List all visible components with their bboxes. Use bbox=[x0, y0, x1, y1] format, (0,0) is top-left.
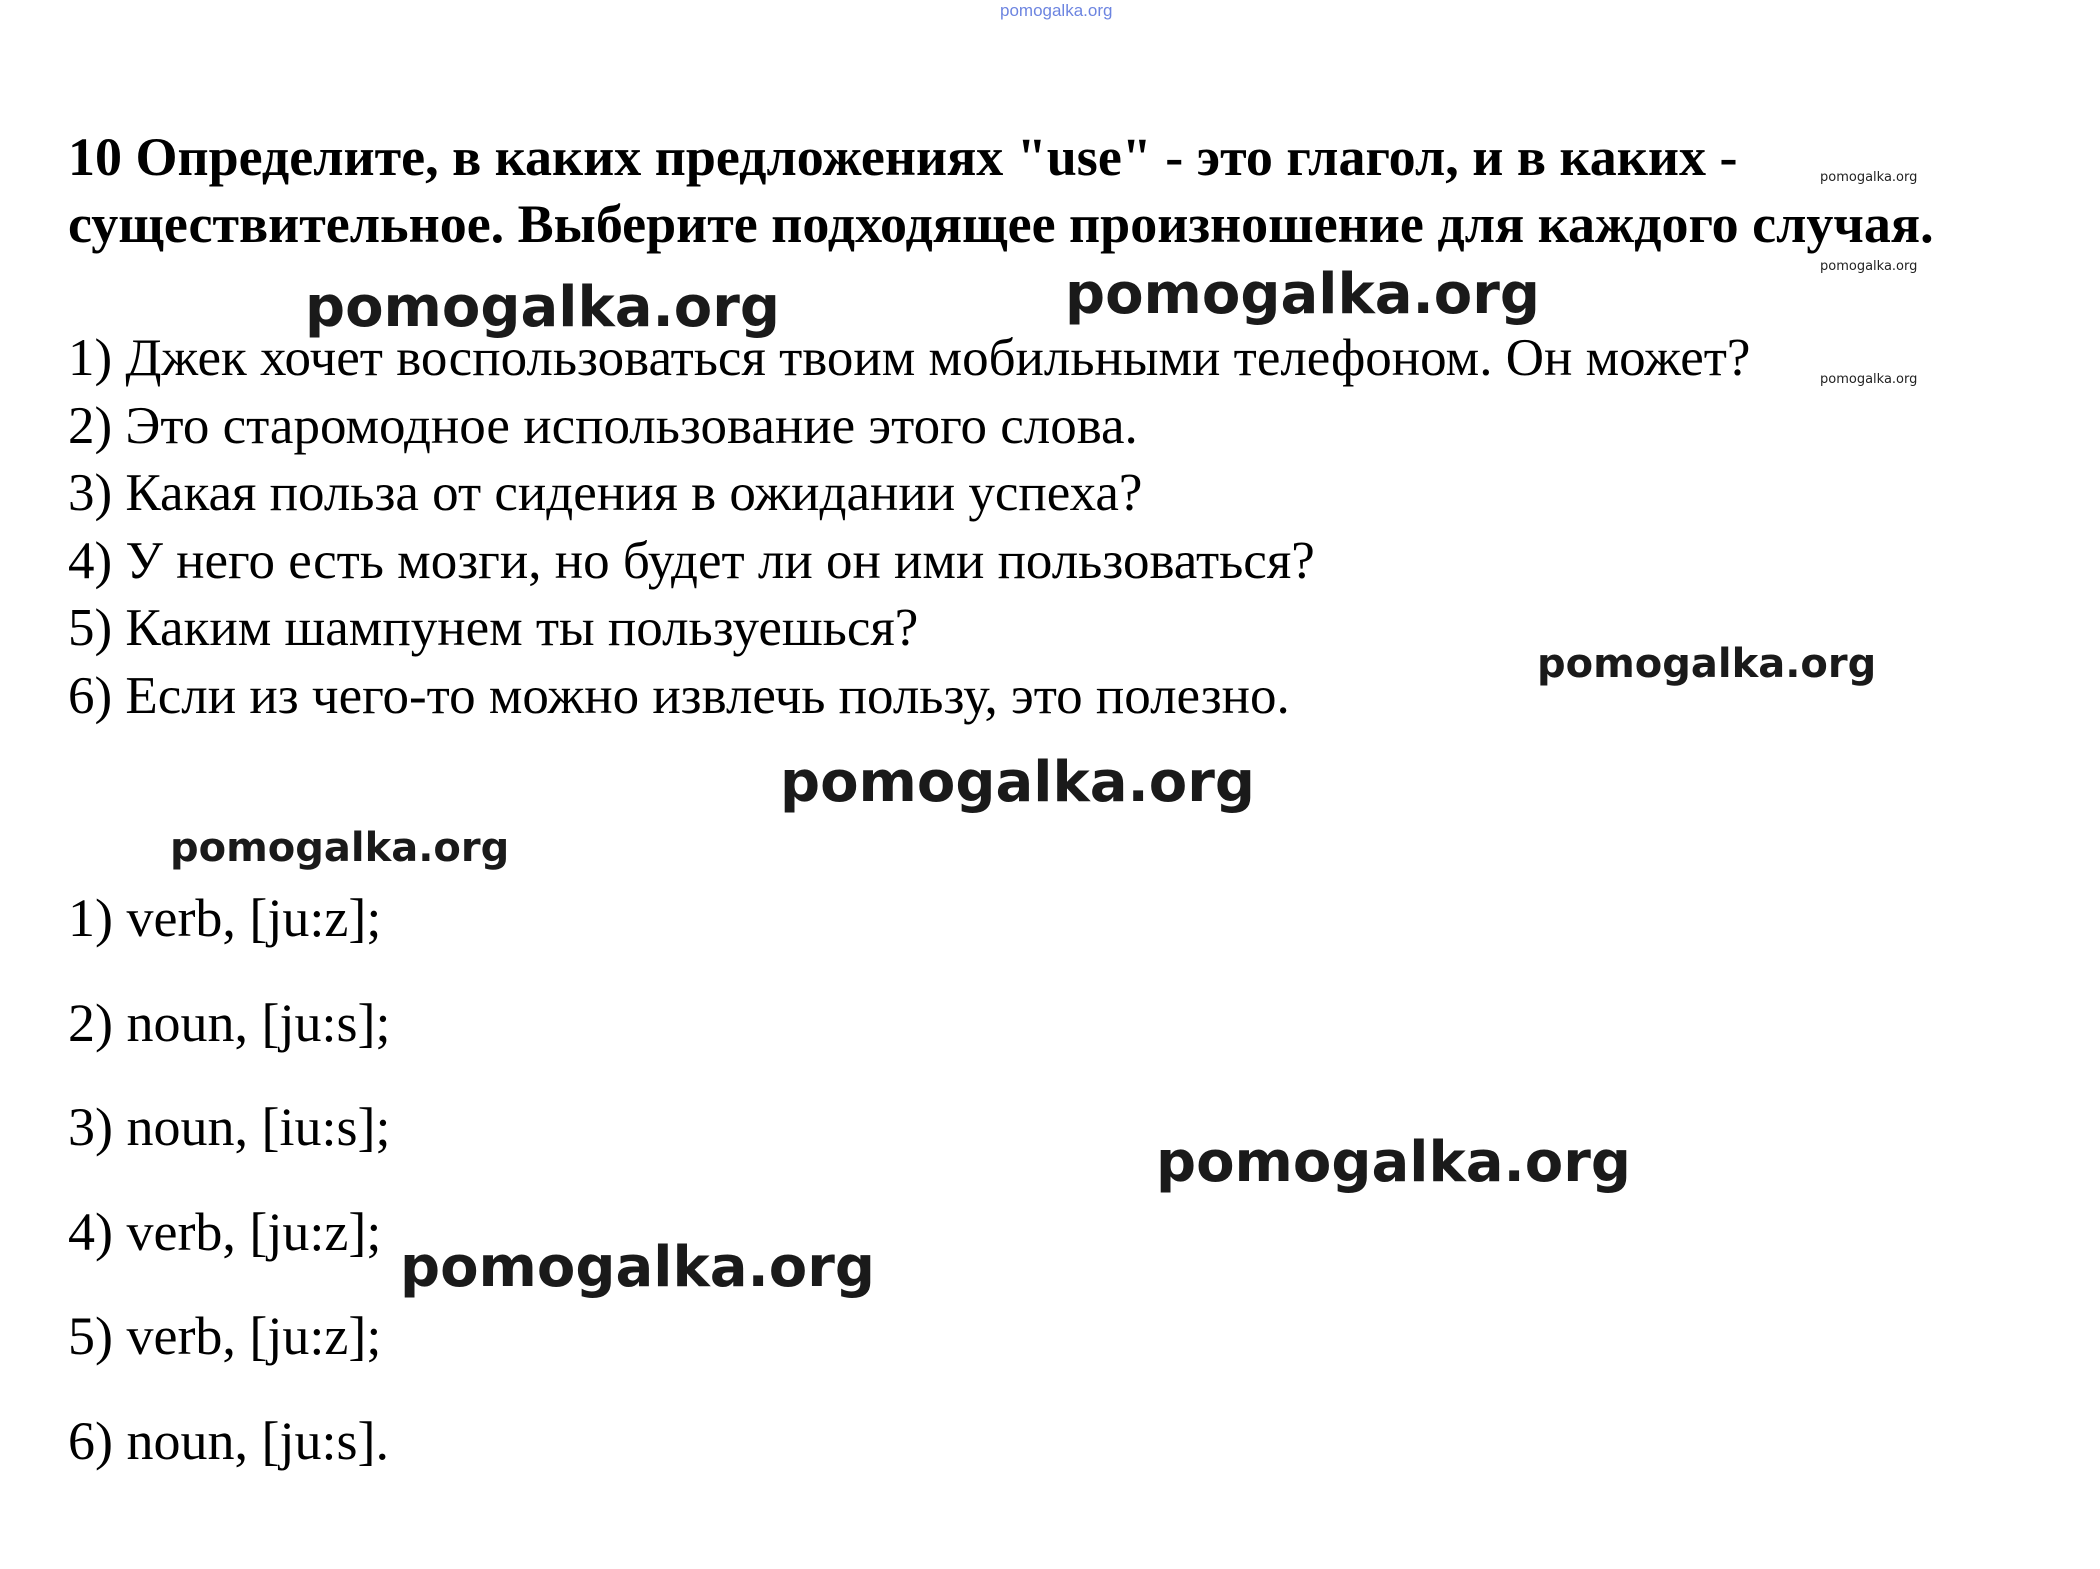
watermark-small: pomogalka.org bbox=[1820, 259, 1918, 274]
watermark: pomogalka.org bbox=[1156, 1130, 1631, 1195]
answer-item: 2) noun, [ju:s]; bbox=[68, 992, 391, 1053]
sentence-item: 5) Каким шампунем ты пользуешься? bbox=[68, 599, 919, 657]
sentence-item: 1) Джек хочет воспользоваться твоим мобильными телефоном. Он может? bbox=[68, 329, 1751, 387]
answer-item: 6) noun, [ju:s]. bbox=[68, 1410, 389, 1471]
watermark: pomogalka.org bbox=[1065, 262, 1540, 327]
answer-item: 4) verb, [ju:z]; bbox=[68, 1201, 382, 1262]
task-title: 10 Определите, в каких предложениях "use" - это глагол, и в каких - существительное. Выберите подходящее произношение для каждого случая. bbox=[68, 127, 1934, 254]
answer-item: 3) noun, [iu:s]; bbox=[68, 1097, 391, 1157]
watermark: pomogalka.org bbox=[305, 275, 780, 340]
watermark: pomogalka.org bbox=[400, 1235, 875, 1300]
watermark: pomogalka.org bbox=[1537, 641, 1877, 687]
sentence-item: 3) Какая польза от сидения в ожидании успеха? bbox=[68, 464, 1143, 522]
answer-item: 5) verb, [ju:z]; bbox=[68, 1306, 382, 1366]
sentence-list bbox=[68, 325, 1750, 730]
watermark-small: pomogalka.org bbox=[1820, 372, 1918, 387]
sentence-item: 6) Если из чего-то можно извлечь пользу, это полезно. bbox=[68, 666, 1290, 725]
watermark: pomogalka.org bbox=[170, 825, 510, 871]
answer-item: 1) verb, [ju:z]; bbox=[68, 888, 382, 948]
watermark: pomogalka.org bbox=[780, 750, 1255, 815]
sentence-item: 4) У него есть мозги, но будет ли он ими пользоваться? bbox=[68, 531, 1315, 590]
top-watermark: pomogalka.org bbox=[1000, 1, 1113, 20]
watermark-small: pomogalka.org bbox=[1820, 170, 1918, 185]
sentence-item: 2) Это старомодное использование этого слова. bbox=[68, 396, 1138, 455]
answer-list bbox=[68, 866, 390, 1493]
